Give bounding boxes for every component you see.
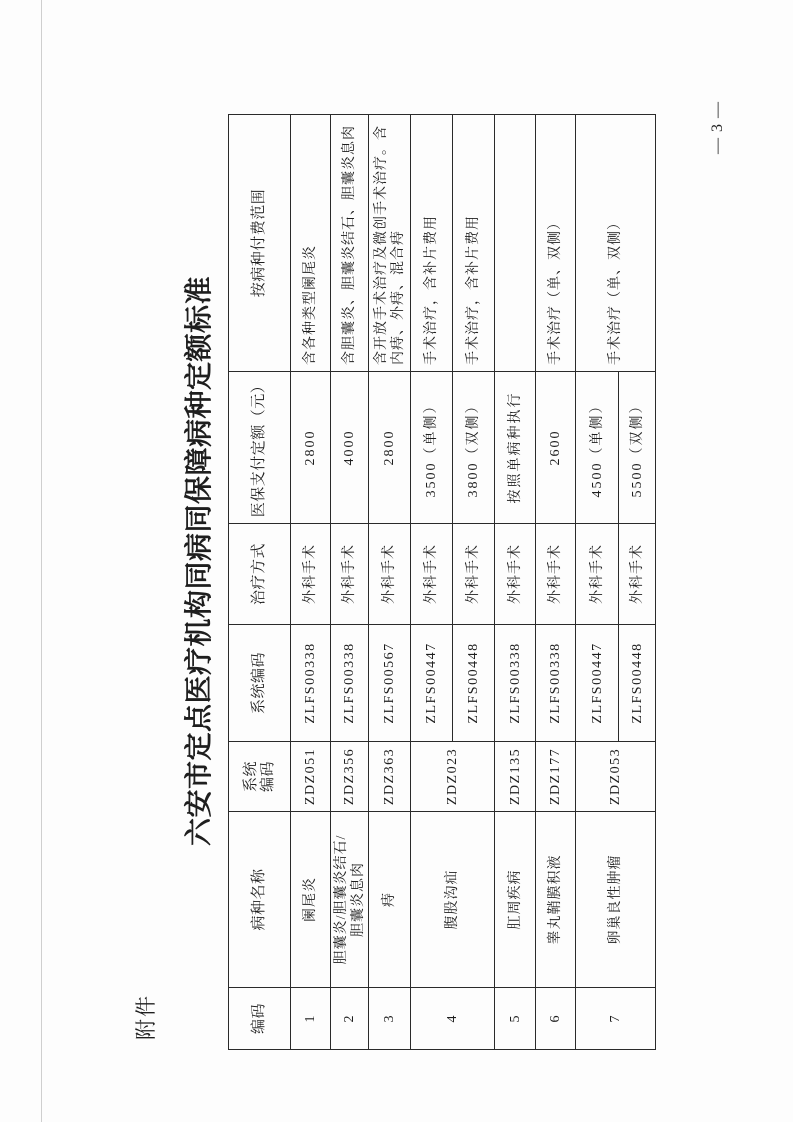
scope-cell: 手术治疗，含补片费用	[411, 115, 453, 372]
header-code: 编码	[229, 988, 291, 1050]
row-number-cell: 4	[411, 988, 495, 1050]
row-number-cell: 6	[536, 988, 576, 1050]
disease-name-cell: 胆囊炎/胆囊炎结石/ 胆囊炎息肉	[331, 812, 369, 988]
row-number-cell: 1	[291, 988, 331, 1050]
quota-cell: 5500（双侧）	[619, 372, 656, 524]
scope-cell: 含开放手术治疗及微创手术治疗。含内痔、外痔、混合痔	[369, 115, 411, 372]
table-row	[369, 115, 411, 1050]
procedure-system-code-cell: ZLFS00338	[291, 625, 331, 742]
treatment-cell: 外科手术	[495, 524, 536, 625]
quota-cell: 4000	[331, 372, 369, 524]
scope-cell-empty	[495, 115, 536, 372]
procedure-system-code-cell: ZLFS00448	[619, 625, 656, 742]
treatment-cell: 外科手术	[331, 524, 369, 625]
header-scope: 按病种付费范围	[229, 115, 291, 372]
scope-cell: 手术治疗（单、双侧）	[536, 115, 576, 372]
table-row	[291, 115, 331, 1050]
table-row	[536, 115, 576, 1050]
procedure-system-code-cell: ZLFS00447	[411, 625, 453, 742]
treatment-cell: 外科手术	[619, 524, 656, 625]
treatment-cell: 外科手术	[536, 524, 576, 625]
disease-system-code-cell: ZDZ023	[411, 742, 495, 812]
treatment-cell: 外科手术	[576, 524, 619, 625]
header-disease-name: 病种名称	[229, 812, 291, 988]
treatment-cell: 外科手术	[411, 524, 453, 625]
disease-name-cell: 卵巢良性肿瘤	[576, 812, 656, 988]
quota-table	[228, 114, 656, 1050]
header-treatment: 治疗方式	[229, 524, 291, 625]
header-procedure-system-code: 系统编码	[229, 625, 291, 742]
procedure-system-code-cell: ZLFS00447	[576, 625, 619, 742]
table-row	[495, 115, 536, 1050]
disease-system-code-cell: ZDZ051	[291, 742, 331, 812]
table-row	[331, 115, 369, 1050]
procedure-system-code-cell: ZLFS00338	[536, 625, 576, 742]
quota-cell: 3800（双侧）	[453, 372, 495, 524]
document-title: 六安市定点医疗机构同病同保障病种定额标准	[182, 276, 215, 847]
treatment-cell: 外科手术	[369, 524, 411, 625]
disease-system-code-cell: ZDZ177	[536, 742, 576, 812]
row-number-cell: 2	[331, 988, 369, 1050]
row-number-cell: 3	[369, 988, 411, 1050]
disease-name-cell: 睾丸鞘膜积液	[536, 812, 576, 988]
treatment-cell: 外科手术	[453, 524, 495, 625]
quota-cell: 3500（单侧）	[411, 372, 453, 524]
procedure-system-code-cell: ZLFS00448	[453, 625, 495, 742]
disease-name-cell: 痔	[369, 812, 411, 988]
table-row	[576, 115, 619, 1050]
disease-system-code-cell: ZDZ053	[576, 742, 656, 812]
quota-cell: 2800	[291, 372, 331, 524]
scope-cell: 手术治疗，含补片费用	[453, 115, 495, 372]
row-number-cell: 7	[576, 988, 656, 1050]
treatment-cell: 外科手术	[291, 524, 331, 625]
quota-cell: 2800	[369, 372, 411, 524]
page-number: — 3 —	[709, 101, 726, 154]
quota-cell: 按照单病种执行	[495, 372, 536, 524]
procedure-system-code-cell: ZLFS00338	[331, 625, 369, 742]
scope-cell: 含各种类型阑尾炎	[291, 115, 331, 372]
scan-edge-line	[41, 0, 42, 1122]
disease-name-cell: 肛周疾病	[495, 812, 536, 988]
header-disease-system-code: 系统 编码	[229, 742, 291, 812]
header-quota: 医保支付定额（元）	[229, 372, 291, 524]
attachment-label: 附件	[134, 994, 158, 1040]
scope-cell: 手术治疗（单、双侧）	[576, 115, 656, 372]
procedure-system-code-cell: ZLFS00567	[369, 625, 411, 742]
disease-name-cell: 阑尾炎	[291, 812, 331, 988]
disease-system-code-cell: ZDZ363	[369, 742, 411, 812]
header-row	[229, 115, 291, 1050]
scope-cell: 含胆囊炎、胆囊炎结石、胆囊炎息肉	[331, 115, 369, 372]
table-row	[411, 115, 453, 1050]
disease-system-code-cell: ZDZ356	[331, 742, 369, 812]
procedure-system-code-cell: ZLFS00338	[495, 625, 536, 742]
quota-cell: 2600	[536, 372, 576, 524]
disease-name-cell: 腹股沟疝	[411, 812, 495, 988]
disease-system-code-cell: ZDZ135	[495, 742, 536, 812]
row-number-cell: 5	[495, 988, 536, 1050]
quota-cell: 4500（单侧）	[576, 372, 619, 524]
